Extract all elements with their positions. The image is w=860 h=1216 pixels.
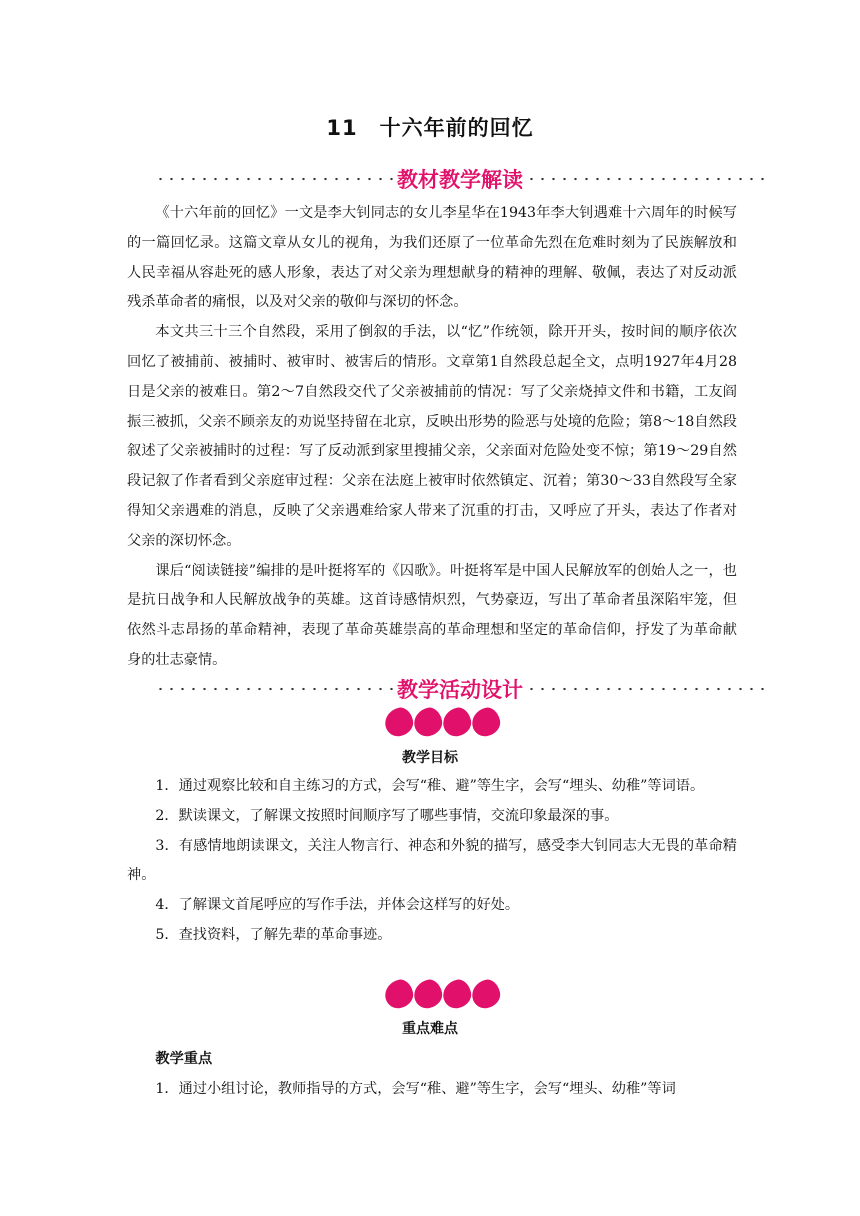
petal-ornament	[385, 708, 503, 740]
petal-icon	[440, 977, 473, 1010]
goals-list	[127, 772, 737, 951]
dotted-divider	[155, 687, 394, 691]
key-label: 教学重点	[155, 1051, 213, 1067]
petal-icon	[382, 977, 415, 1010]
petal-icon	[411, 705, 444, 738]
section-title: 教材教学解读	[397, 168, 523, 192]
petal-icon	[411, 977, 444, 1010]
goals-heading: 教学目标	[402, 750, 458, 766]
section-header-activity	[155, 675, 765, 703]
key-points	[127, 1045, 737, 1105]
dotted-divider	[155, 177, 394, 181]
list-item: 1．通过小组讨论，教师指导的方式，会写“稚、避”等生字，会写“埋头、幼稚”等词	[155, 1080, 676, 1097]
petal-icon	[469, 977, 502, 1010]
paragraph: 《十六年前的回忆》一文是李大钊同志的女儿李星华在1943年李大钊遇难十六周年的时候写的一篇回忆录。这篇文章从女儿的视角，为我们还原了一位革命先烈在危难时刻为了民族解放和人民幸福从容赴死的感人形象，表达了对父亲为理想献身的精神的理解、敬佩，表达了对反动派残杀革命者的痛恨，以及对父亲的敬仰与深切的怀念。	[127, 205, 737, 311]
list-item: 4．了解课文首尾呼应的写作手法，并体会这样写的好处。	[155, 897, 520, 914]
list-item: 3．有感情地朗读课文，关注人物言行、神态和外貌的描写，感受李大钊同志大无畏的革命精神。	[127, 837, 737, 884]
section-header-textbook	[155, 165, 765, 193]
petal-ornament	[385, 980, 503, 1012]
list-item: 1．通过观察比较和自主练习的方式，会写“稚、避”等生字，会写“埋头、幼稚”等词语。	[155, 778, 705, 794]
paragraph: 课后“阅读链接”编排的是叶挺将军的《囚歌》。叶挺将军是中国人民解放军的创始人之一，也是抗日战争和人民解放战争的英雄。这首诗感情炽烈，气势豪迈，写出了革命者虽深陷牢笼，但依然斗志昂扬的革命精神，表现了革命英雄崇高的革命理想和坚定的革命信仰，抒发了为革命献身的壮志豪情。	[127, 562, 737, 668]
petal-icon	[469, 705, 502, 738]
lesson-title: 11 十六年前的回忆	[326, 116, 534, 140]
dotted-divider	[526, 687, 765, 691]
petal-icon	[382, 705, 415, 738]
list-item: 5．查找资料，了解先辈的革命事迹。	[155, 926, 392, 943]
paragraph: 本文共三十三个自然段，采用了倒叙的手法，以“忆”作统领，除开开头，按时间的顺序依次回忆了被捕前、被捕时、被审时、被害后的情形。文章第1自然段总起全文，点明1927年4月28日是父亲的被难日。第2～7自然段交代了父亲被捕前的情况：写了父亲烧掉文件和书籍，工友阎振三被抓，父亲不顾亲友的劝说坚持留在北京，反映出形势的险恶与处境的危险；第8～18自然段叙述了父亲被捕时的过程：写了反动派到家里搜捕父亲，父亲面对危险处变不惊；第19～29自然段记叙了作者看到父亲庭审过程：父亲在法庭上被审时依然镇定、沉着；第30～33自然段写全家得知父亲遇难的消息，反映了父亲遇难给家人带来了沉重的打击，又呼应了开头，表达了作者对父亲的深切怀念。	[127, 324, 737, 549]
dotted-divider	[526, 177, 765, 181]
list-item: 2．默读课文，了解课文按照时间顺序写了哪些事情，交流印象最深的事。	[155, 807, 619, 824]
key-difficult-heading: 重点难点	[402, 1021, 458, 1037]
petal-icon	[440, 705, 473, 738]
section1-body	[127, 199, 737, 676]
section-title: 教学活动设计	[397, 678, 523, 702]
